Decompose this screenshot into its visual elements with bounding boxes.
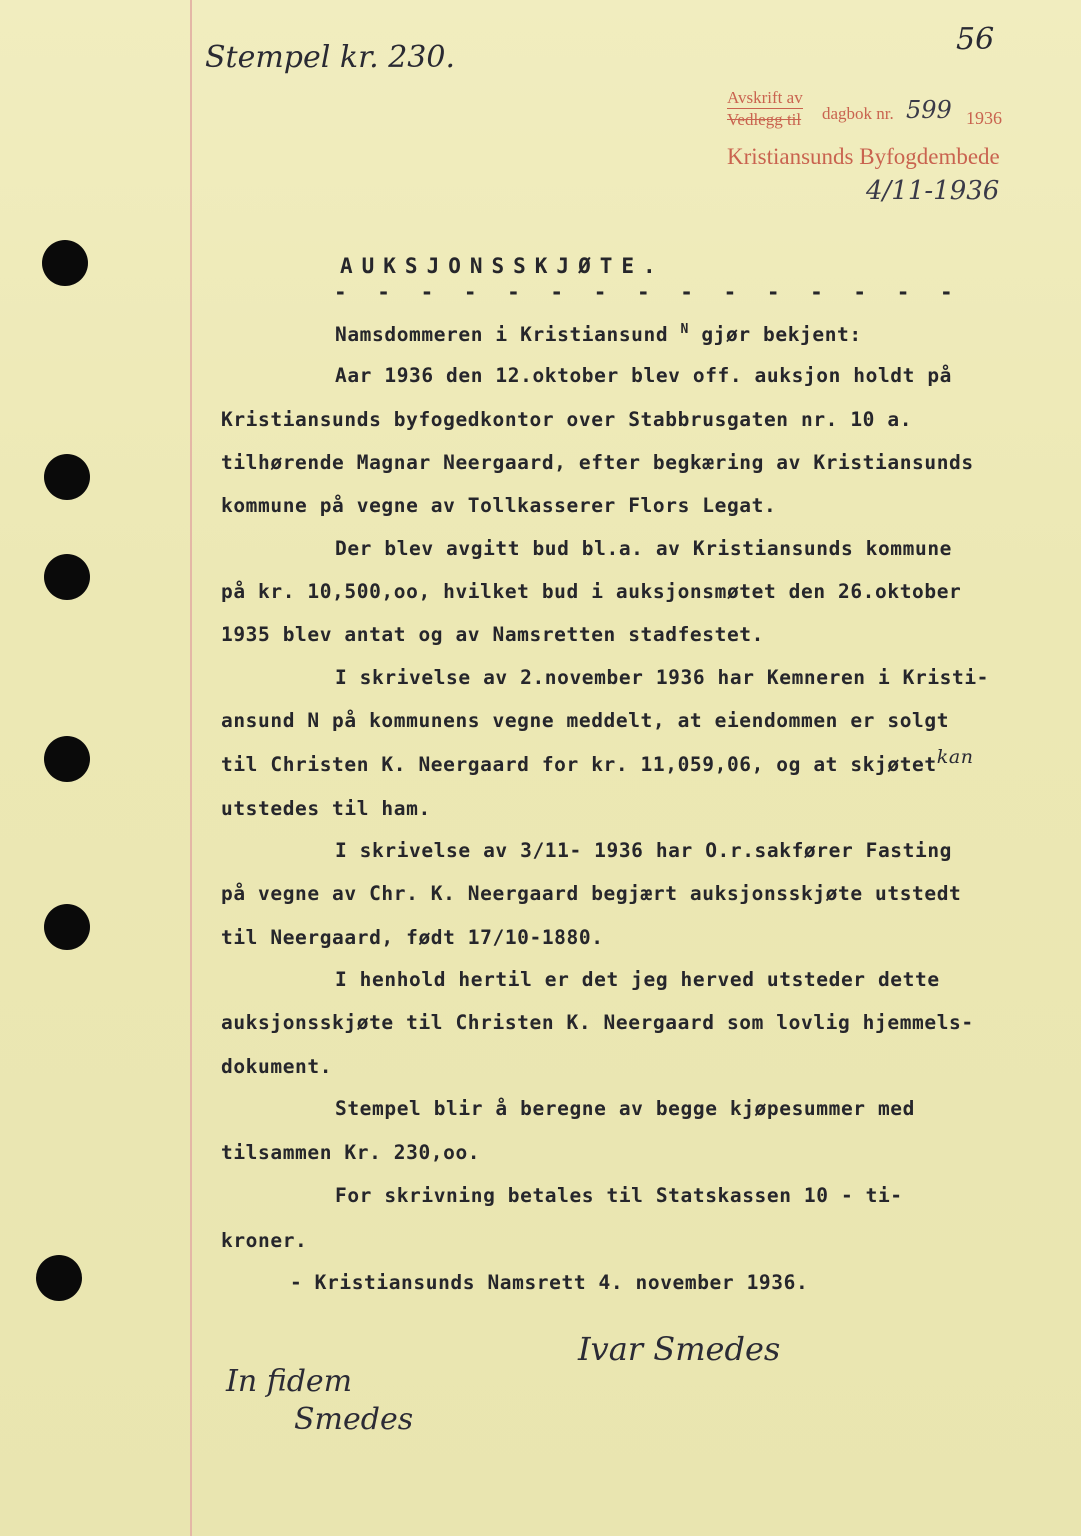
- judge-signature: Ivar Smedes: [578, 1330, 781, 1368]
- punch-hole: [44, 736, 90, 782]
- body-line: Der blev avgitt bud bl.a. av Kristiansunds kommune: [335, 537, 952, 560]
- body-line: 1935 blev antat og av Namsretten stadfestet.: [221, 623, 764, 646]
- margin-rule: [190, 0, 192, 1536]
- body-line: utstedes til ham.: [221, 797, 431, 820]
- in-fidem-signature: In fidem: [226, 1364, 353, 1399]
- body-line: I henhold hertil er det jeg herved utsteder dette: [335, 968, 940, 991]
- punch-hole: [44, 904, 90, 950]
- body-superscript: N: [680, 322, 689, 337]
- body-line: [221, 746, 974, 776]
- body-line: I skrivelse av 2.november 1936 har Kemneren i Kristi-: [335, 666, 990, 689]
- stamp-year: 1936: [966, 108, 1002, 128]
- body-line: Aar 1936 den 12.oktober blev off. auksjon holdt på: [335, 364, 952, 387]
- stamp-date: 4/11-1936: [866, 176, 1000, 206]
- body-text: Namsdommeren i Kristiansund: [335, 323, 669, 346]
- body-line: dokument.: [221, 1055, 333, 1078]
- punch-hole: [42, 240, 88, 286]
- dagbok-number: 599: [906, 96, 952, 124]
- in-fidem-signature-name: Smedes: [294, 1402, 414, 1437]
- body-line: auksjonsskjøte til Christen K. Neergaard som lovlig hjemmels-: [221, 1011, 974, 1034]
- body-line: - Kristiansunds Namsrett 4. november 1936.: [290, 1271, 809, 1294]
- body-text: til Christen K. Neergaard for kr. 11,059,06, og at skjøtet: [221, 753, 937, 776]
- body-line: på vegne av Chr. K. Neergaard begjært auksjonsskjøte utstedt: [221, 882, 962, 905]
- stamp-dagbok-label: dagbok nr.: [822, 104, 894, 123]
- stamp-avskrift: Avskrift av: [727, 88, 803, 107]
- page-number: 56: [956, 22, 995, 57]
- punch-hole: [44, 554, 90, 600]
- stamp-vedlegg-struck: Vedlegg til: [727, 110, 802, 129]
- body-line: tilsammen Kr. 230,oo.: [221, 1141, 481, 1164]
- body-line: [335, 322, 862, 346]
- stamp-duty-note: Stempel kr. 230.: [205, 40, 455, 75]
- body-line: For skrivning betales til Statskassen 10 - ti-: [335, 1184, 903, 1207]
- body-line: kroner.: [221, 1229, 308, 1252]
- punch-hole: [44, 454, 90, 500]
- handwritten-insert: kan: [936, 746, 974, 768]
- body-line: kommune på vegne av Tollkasserer Flors Legat.: [221, 494, 777, 517]
- stamp-office-name: Kristiansunds Byfogdembede: [727, 144, 1000, 169]
- title-underline: - - - - - - - - - - - - - - -: [334, 280, 962, 304]
- punch-hole: [36, 1255, 82, 1301]
- body-line: Kristiansunds byfogedkontor over Stabbrusgaten nr. 10 a.: [221, 408, 913, 431]
- body-line: I skrivelse av 3/11- 1936 har O.r.sakfører Fasting: [335, 839, 952, 862]
- body-line: Stempel blir å beregne av begge kjøpesummer med: [335, 1097, 915, 1120]
- body-line: til Neergaard, født 17/10-1880.: [221, 926, 604, 949]
- body-line: ansund N på kommunens vegne meddelt, at eiendommen er solgt: [221, 709, 950, 732]
- body-line: på kr. 10,500,oo, hvilket bud i auksjonsmøtet den 26.oktober: [221, 580, 962, 603]
- document-title: AUKSJONSSKJØTE.: [340, 254, 665, 278]
- body-text: gjør bekjent:: [701, 323, 862, 346]
- body-line: tilhørende Magnar Neergaard, efter begkæring av Kristiansunds: [221, 451, 974, 474]
